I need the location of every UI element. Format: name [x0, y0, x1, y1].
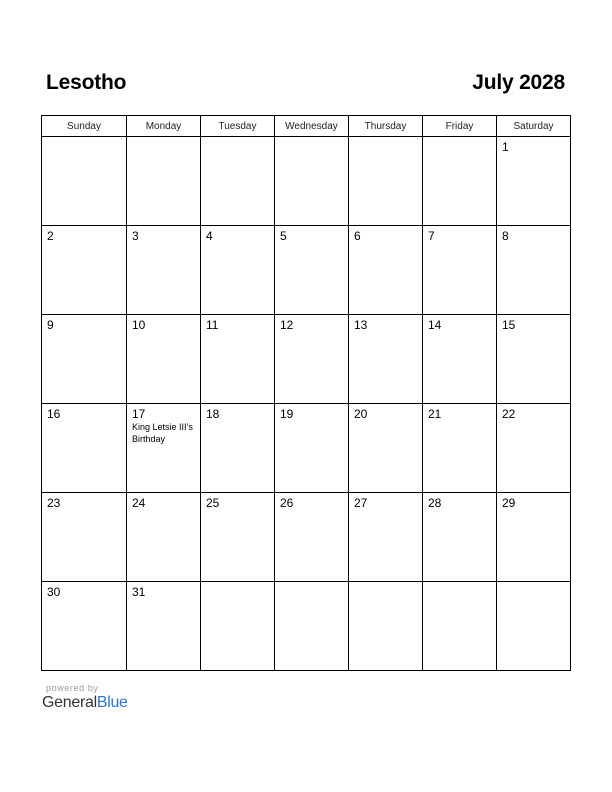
day-number: 31 — [132, 585, 146, 599]
day-number: 3 — [132, 229, 139, 243]
country-title: Lesotho — [46, 71, 127, 94]
day-cell — [497, 315, 571, 404]
empty-day-cell — [349, 582, 423, 671]
day-number: 14 — [428, 318, 442, 332]
day-number: 1 — [502, 140, 509, 154]
day-cell — [127, 582, 201, 671]
day-cell — [349, 404, 423, 493]
empty-day-cell — [275, 137, 349, 226]
day-cell — [349, 315, 423, 404]
week-row — [42, 493, 571, 582]
week-row — [42, 404, 571, 493]
empty-day-cell — [127, 137, 201, 226]
calendar-grid — [41, 115, 571, 671]
day-number: 29 — [502, 496, 516, 510]
empty-day-cell — [423, 582, 497, 671]
day-number: 19 — [280, 407, 294, 421]
weekday-header: Tuesday — [201, 116, 275, 137]
weekday-header: Thursday — [349, 116, 423, 137]
day-cell — [127, 315, 201, 404]
weekday-header: Sunday — [42, 116, 127, 137]
weekday-header: Monday — [127, 116, 201, 137]
day-number: 15 — [502, 318, 516, 332]
day-cell — [497, 404, 571, 493]
day-cell — [42, 404, 127, 493]
day-cell — [423, 226, 497, 315]
day-cell — [349, 493, 423, 582]
day-number: 26 — [280, 496, 294, 510]
empty-day-cell — [275, 582, 349, 671]
day-number: 20 — [354, 407, 368, 421]
day-cell — [42, 315, 127, 404]
empty-day-cell — [497, 582, 571, 671]
day-number: 8 — [502, 229, 509, 243]
empty-day-cell — [42, 137, 127, 226]
day-cell — [349, 226, 423, 315]
day-number: 4 — [206, 229, 213, 243]
day-number: 17 — [132, 407, 146, 421]
weekday-header: Wednesday — [275, 116, 349, 137]
day-cell — [275, 226, 349, 315]
day-cell — [423, 404, 497, 493]
weekday-header: Friday — [423, 116, 497, 137]
day-number: 27 — [354, 496, 368, 510]
day-cell — [42, 582, 127, 671]
day-number: 21 — [428, 407, 442, 421]
day-number: 12 — [280, 318, 294, 332]
day-cell — [423, 315, 497, 404]
day-cell — [127, 404, 201, 493]
day-number: 28 — [428, 496, 442, 510]
week-row — [42, 226, 571, 315]
empty-day-cell — [201, 582, 275, 671]
day-cell — [127, 493, 201, 582]
day-cell — [201, 404, 275, 493]
day-number: 10 — [132, 318, 146, 332]
brand-part-general: General — [42, 694, 97, 711]
day-number: 30 — [47, 585, 61, 599]
day-number: 24 — [132, 496, 146, 510]
empty-day-cell — [201, 137, 275, 226]
day-cell — [497, 493, 571, 582]
empty-day-cell — [423, 137, 497, 226]
day-number: 5 — [280, 229, 287, 243]
generalblue-logo[interactable] — [42, 694, 128, 712]
weekday-header: Saturday — [497, 116, 571, 137]
holiday-label: King Letsie III’s Birthday — [132, 422, 193, 444]
day-cell — [42, 493, 127, 582]
day-cell — [275, 315, 349, 404]
day-number: 13 — [354, 318, 368, 332]
month-year-title: July 2028 — [472, 71, 565, 94]
brand-part-blue: Blue — [96, 694, 128, 711]
day-number: 9 — [47, 318, 54, 332]
day-cell — [42, 226, 127, 315]
powered-by-label: powered by — [46, 683, 99, 693]
day-number: 22 — [502, 407, 516, 421]
day-cell — [497, 226, 571, 315]
weekday-header-row — [42, 116, 571, 137]
week-row — [42, 582, 571, 671]
day-cell — [201, 315, 275, 404]
day-cell — [201, 493, 275, 582]
week-row — [42, 137, 571, 226]
day-cell — [275, 404, 349, 493]
day-cell — [201, 226, 275, 315]
day-number: 2 — [47, 229, 54, 243]
day-number: 6 — [354, 229, 361, 243]
day-number: 25 — [206, 496, 220, 510]
week-row — [42, 315, 571, 404]
day-cell — [423, 493, 497, 582]
day-number: 23 — [47, 496, 61, 510]
day-number: 18 — [206, 407, 220, 421]
day-number: 11 — [206, 318, 219, 332]
empty-day-cell — [349, 137, 423, 226]
day-cell — [127, 226, 201, 315]
day-number: 7 — [428, 229, 435, 243]
day-cell — [497, 137, 571, 226]
day-cell — [275, 493, 349, 582]
day-number: 16 — [47, 407, 61, 421]
